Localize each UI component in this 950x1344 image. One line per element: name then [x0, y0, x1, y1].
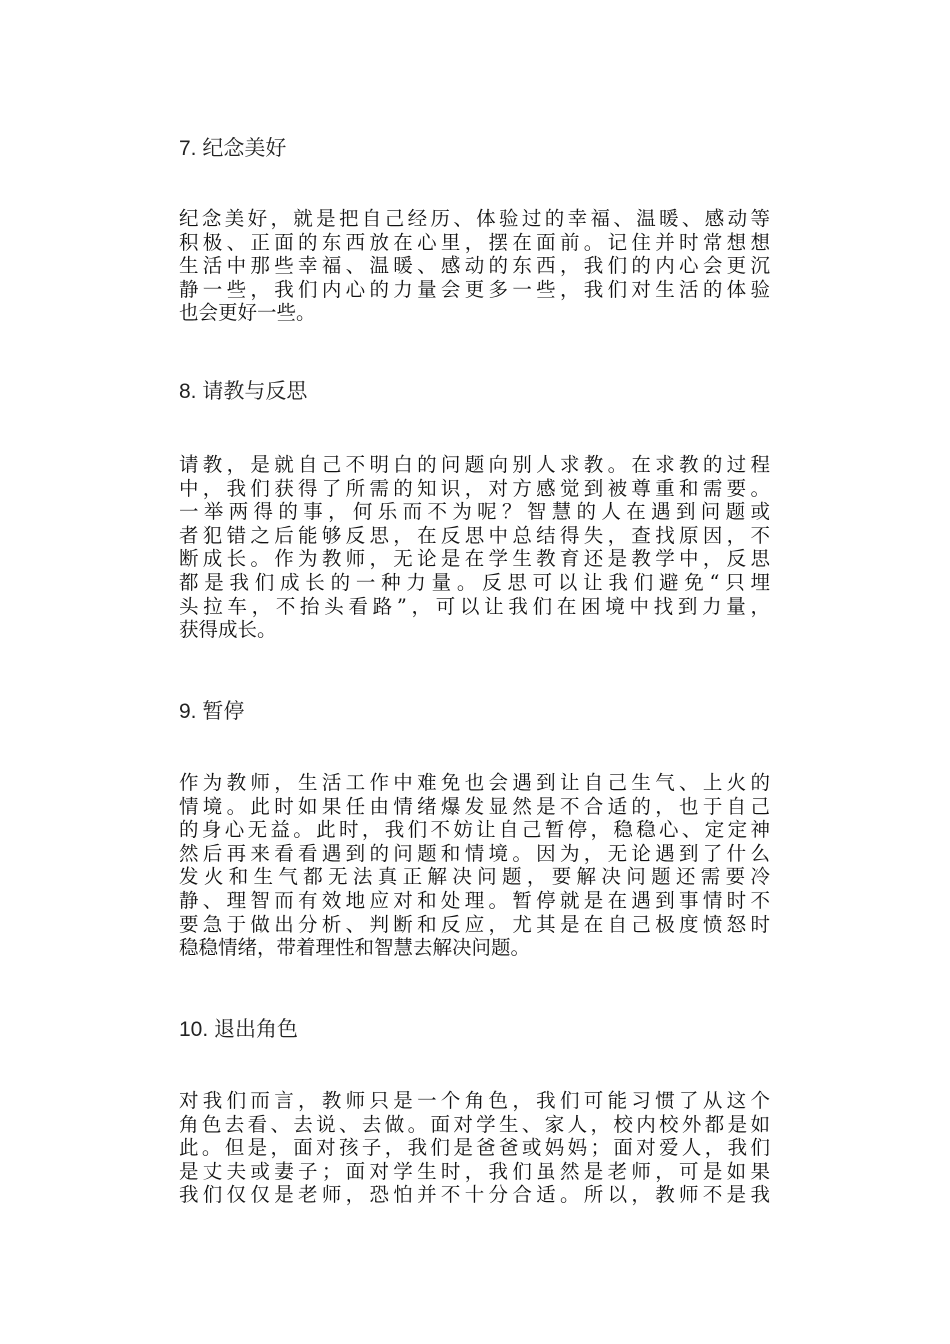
- text-line: 中，我们获得了所需的知识，对方感觉到被尊重和需要。: [179, 476, 770, 500]
- text-line: 作为教师，生活工作中难免也会遇到让自己生气、上火的: [179, 771, 770, 794]
- text-line: 发火和生气都无法真正解决问题，要解决问题还需要冷: [179, 865, 770, 889]
- text-line: 要急于做出分析、判断和反应，尤其是在自己极度愤怒时: [179, 912, 770, 936]
- text-line: 获得成长。: [179, 618, 277, 642]
- section-paragraph-10: [179, 1089, 770, 1207]
- section-paragraph-8: [179, 453, 770, 642]
- text-line: 请教，是就自己不明白的问题向别人求教。在求教的过程: [179, 453, 770, 476]
- text-line: 断成长。作为教师，无论是在学生教育还是教学中，反思: [179, 547, 770, 571]
- text-line: 的身心无益。此时，我们不妨让自己暂停，稳稳心、定定神: [179, 818, 770, 842]
- text-line: 此。但是，面对孩子，我们是爸爸或妈妈；面对爱人，我们: [179, 1136, 770, 1160]
- text-line: 也会更好一些。: [179, 301, 316, 325]
- section-heading-10: 10. 退出角色: [179, 1018, 299, 1041]
- text-line: 然后再来看看遇到的问题和情境。因为，无论遇到了什么: [179, 841, 770, 865]
- text-line: 生活中那些幸福、温暖、感动的东西，我们的内心会更沉: [179, 254, 770, 278]
- section-heading-8: 8. 请教与反思: [179, 380, 308, 403]
- text-line: 是丈夫或妻子；面对学生时，我们虽然是老师，可是如果: [179, 1159, 770, 1183]
- text-line: 静、理智而有效地应对和处理。暂停就是在遇到事情时不: [179, 888, 770, 912]
- text-line: 情境。此时如果任由情绪爆发显然是不合适的，也于自己: [179, 794, 770, 818]
- section-heading-7: 7. 纪念美好: [179, 137, 287, 160]
- text-line: 都是我们成长的一种力量。反思可以让我们避免“只埋: [179, 570, 770, 594]
- section-paragraph-9: [179, 771, 770, 960]
- text-line: 一举两得的事，何乐而不为呢？智慧的人在遇到问题或: [179, 500, 770, 524]
- text-line: 稳稳情绪，带着理性和智慧去解决问题。: [179, 936, 531, 960]
- text-line: 者犯错之后能够反思，在反思中总结得失，查找原因，不: [179, 523, 770, 547]
- text-line: 纪念美好，就是把自己经历、体验过的幸福、温暖、感动等: [179, 207, 770, 230]
- text-line: 我们仅仅是老师，恐怕并不十分合适。所以，教师不是我: [179, 1183, 770, 1207]
- section-heading-9: 9. 暂停: [179, 700, 245, 723]
- text-line: 头拉车，不抬头看路”，可以让我们在困境中找到力量，: [179, 594, 770, 618]
- text-line: 静一些，我们内心的力量会更多一些，我们对生活的体验: [179, 277, 770, 301]
- text-line: 角色去看、去说、去做。面对学生、家人，校内校外都是如: [179, 1112, 770, 1136]
- section-paragraph-7: [179, 207, 770, 325]
- text-line: 积极、正面的东西放在心里，摆在面前。记住并时常想想: [179, 230, 770, 254]
- text-line: 对我们而言，教师只是一个角色，我们可能习惯了从这个: [179, 1089, 770, 1112]
